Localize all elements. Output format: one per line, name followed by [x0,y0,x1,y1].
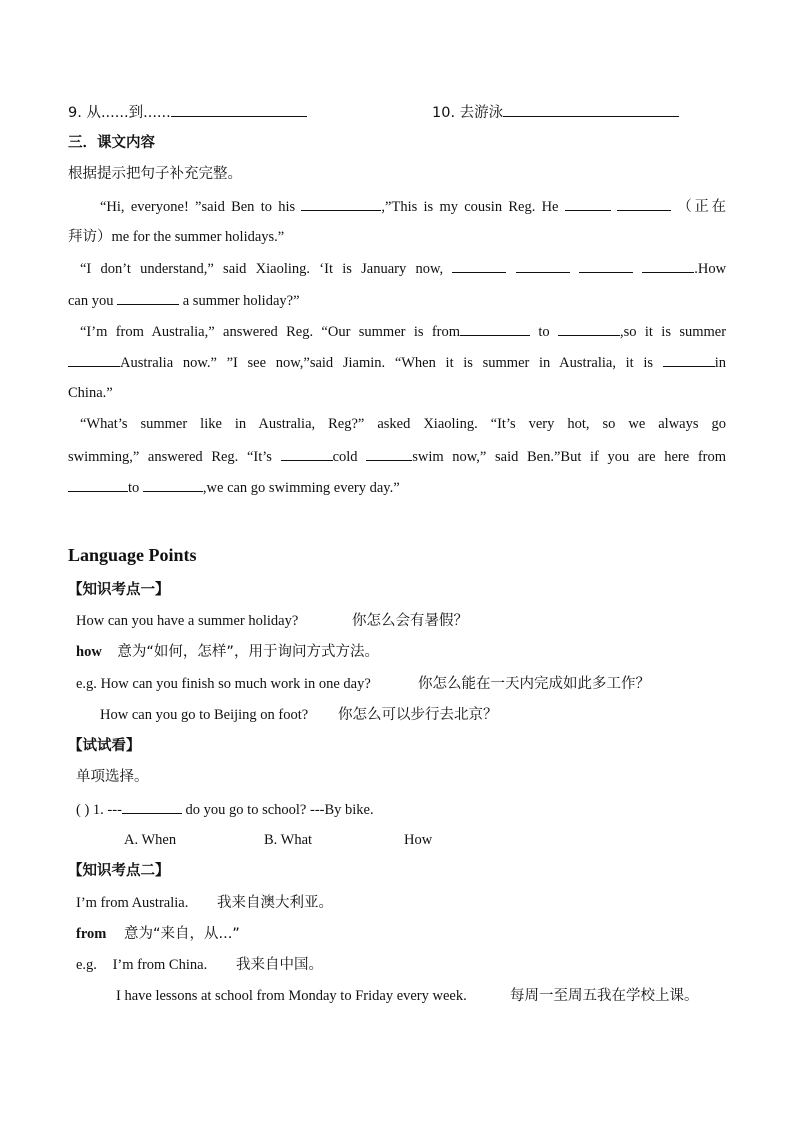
blank[interactable] [663,352,715,367]
passage-hint: 拜访） [68,229,112,245]
vocab-item-9-blank[interactable] [171,102,307,117]
blank[interactable] [281,446,333,461]
q1-option-c[interactable]: How [404,832,433,848]
passage-hint: （正在 [677,199,727,215]
question-number: 1. --- [92,802,122,818]
kp1-sentence-en: How can you have a summer holiday? [76,613,299,629]
blank[interactable] [565,196,611,211]
kp1-sentence-cn: 你怎么会有暑假？ [352,613,468,629]
kp1-eg-1-en: How can you finish so much work in one day? [100,676,371,692]
passage-text: can you [68,293,114,309]
passage-text: cold [332,449,358,465]
passage-line-1 [100,196,726,217]
q1-option-b[interactable]: B. What [264,832,313,848]
passage-text: Australia now.” ”I see now,”said Jiamin. “When it is summer in Australia, it is [120,355,654,371]
blank[interactable] [617,196,671,211]
eg-label: e.g. [76,676,97,692]
passage-text: me for the summer holidays.” [111,229,285,245]
passage-text: ,we can go swimming every day.” [202,480,400,496]
passage-line-8: “What’s summer like in Australia, Reg?” asked Xiaoling. “It’s very hot, so we always go [80,416,726,432]
blank[interactable] [460,321,530,336]
kp1-eg-2-en: How can you go to Beijing on foot? [100,707,309,723]
blank[interactable] [68,477,128,492]
kp2-sentence-cn: 我来自澳大利亚。 [217,895,333,911]
kp1-meaning: 意为“如何，怎样”，用于询问方式方法。 [117,644,379,660]
section-3-instruction: 根据提示把句子补充完整。 [68,166,242,182]
kp1-eg-2-cn: 你怎么可以步行去北京？ [338,707,498,723]
vocab-item-10-label: 10. 去游泳 [432,105,504,121]
blank[interactable] [122,799,182,814]
passage-text: to [538,324,550,340]
passage-text: to [128,480,140,496]
passage-line-9 [68,446,726,467]
blank[interactable] [558,321,620,336]
question-1 [76,799,374,820]
vocab-item-9 [68,102,307,123]
knowledge-point-2-title: 【知识考点二】 [68,863,170,879]
passage-text: “Hi, everyone! ”said Ben to his [100,199,296,215]
kp1-keyword: how [76,644,102,660]
question-text: do you go to school? ---By bike. [185,802,374,818]
passage-text: in [714,355,727,371]
kp2-eg-1-cn: 我来自中国。 [236,957,323,973]
kp2-explanation [76,924,240,944]
passage-line-4 [68,290,300,311]
passage-text: “I’m from Australia,” answered Reg. “Our summer is from [80,324,461,340]
kp1-example-sentence [76,611,298,631]
passage-text: .How [694,261,727,277]
passage-line-10 [68,477,400,498]
eg-label: e.g. [76,957,97,973]
blank[interactable] [366,446,412,461]
knowledge-point-1-title: 【知识考点一】 [68,582,170,598]
passage-text: swim now,” said Ben.”But if you are here from [412,449,727,465]
kp2-eg-2: I have lessons at school from Monday to Friday every week. [116,988,467,1004]
answer-paren[interactable]: ( ) [76,802,90,818]
blank[interactable] [642,258,694,273]
kp2-eg-1 [76,955,207,975]
vocab-item-10 [432,102,679,123]
blank[interactable] [68,352,120,367]
kp1-eg-1-cn: 你怎么能在一天内完成如此多工作？ [418,676,650,692]
section-3-title: 三．课文内容 [68,135,155,151]
blank[interactable] [301,196,381,211]
language-points-heading: Language Points [68,545,197,565]
kp2-keyword: from [76,926,107,942]
passage-line-6 [68,352,726,373]
blank[interactable] [143,477,203,492]
kp2-eg-1-en: I’m from China. [112,957,208,973]
passage-text: a summer holiday?” [182,293,300,309]
passage-text: swimming,” answered Reg. “It’s [68,449,272,465]
blank[interactable] [516,258,570,273]
passage-text: “I don’t understand,” said Xiaoling. ‘It is January now, [80,261,444,277]
vocab-item-9-label: 9. 从......到...... [68,105,171,121]
passage-line-3 [80,258,726,279]
try-it-title: 【试试看】 [68,738,141,754]
blank[interactable] [117,290,179,305]
try-it-instruction: 单项选择。 [76,769,149,785]
passage-line-2 [68,227,284,247]
kp1-eg-1 [76,674,371,694]
kp2-eg-2-cn: 每周一至周五我在学校上课。 [510,988,699,1004]
passage-line-7: China.” [68,385,113,401]
kp2-example-sentence: I’m from Australia. [76,895,189,911]
q1-option-a[interactable]: A. When [124,832,177,848]
passage-text: ,”This is my cousin Reg. He [381,199,559,215]
passage-text: ,so it is summer [620,324,727,340]
passage-line-5 [80,321,726,342]
blank[interactable] [579,258,633,273]
vocab-item-10-blank[interactable] [503,102,679,117]
kp2-meaning: 意为“来自，从...” [123,926,240,942]
kp1-eg-2 [100,705,308,725]
kp1-explanation [76,642,379,662]
blank[interactable] [452,258,506,273]
